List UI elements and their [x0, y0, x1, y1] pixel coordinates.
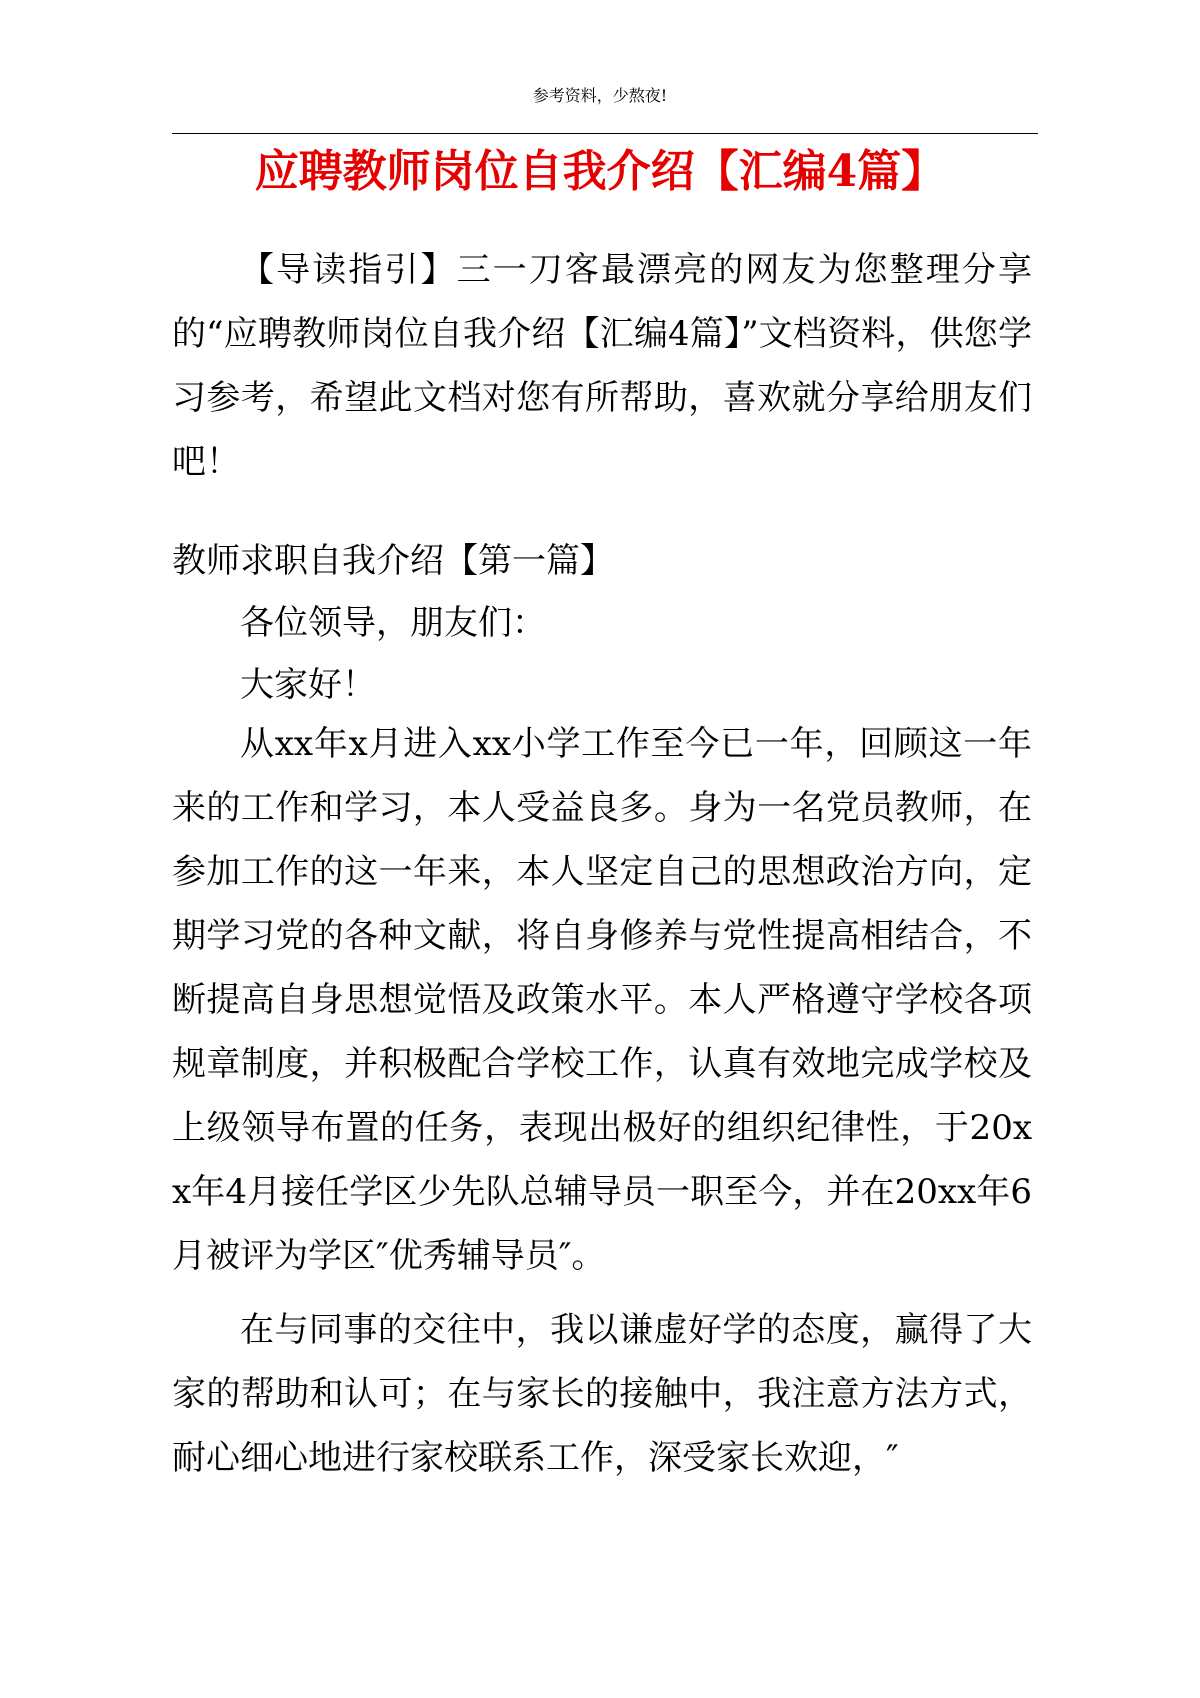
body-paragraph-1: 从xx年x月进入xx小学工作至今已一年，回顾这一年来的工作和学习，本人受益良多。身为一名党员教师，在参加工作的这一年来，本人坚定自己的思想政治方向，定期学习党的各种文献，将自身修养与党性提高相结合，不断提高自身思想觉悟及政策水平。本人严格遵守学校各项规章制度，并积极配合学校工作，认真有效地完成学校及上级领导布置的任务，表现出极好的组织纪律性，于20xx年4月接任学区少先队总辅导员一职至今，并在20xx年6月被评为学区″优秀辅导员″。: [172, 724, 1032, 1276]
header-note: 参考资料，少熬夜!: [532, 86, 668, 105]
intro-paragraph: 【导读指引】三一刀客最漂亮的网友为您整理分享的“应聘教师岗位自我介绍【汇编4篇】”文档资料，供您学习参考，希望此文档对您有所帮助，喜欢就分享给朋友们吧！: [172, 250, 1032, 482]
section-heading: 教师求职自我介绍【第一篇】: [172, 541, 614, 581]
body-paragraph-2: 在与同事的交往中，我以谦虚好学的态度，赢得了大家的帮助和认可；在与家长的接触中，我注意方法方式，耐心细心地进行家校联系工作，深受家长欢迎，″: [172, 1310, 1032, 1478]
hello-line: 大家好！: [240, 665, 376, 705]
greeting-line: 各位领导，朋友们：: [240, 603, 546, 643]
document-title: 应聘教师岗位自我介绍【汇编4篇】: [254, 146, 946, 197]
header-divider: [172, 133, 1038, 134]
